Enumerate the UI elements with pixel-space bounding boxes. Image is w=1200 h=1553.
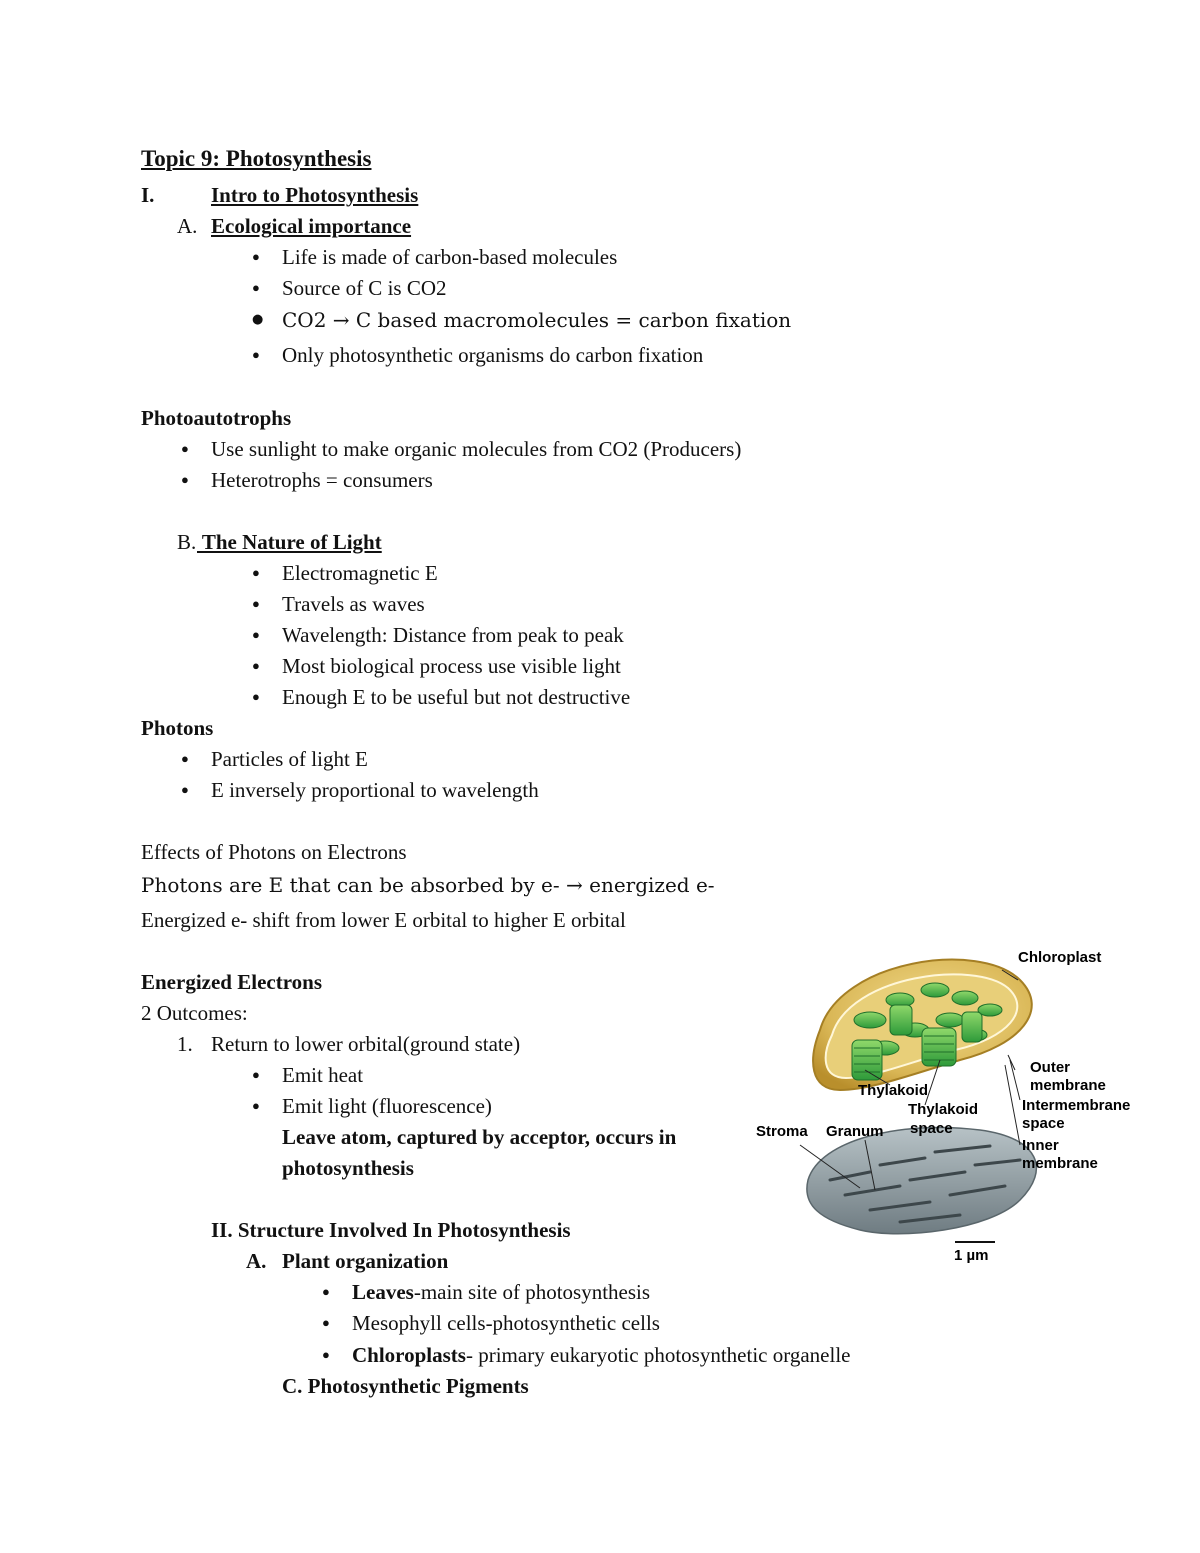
photons-heading: Photons [141, 716, 214, 740]
effects-line: Effects of Photons on Electrons [141, 840, 407, 864]
subsection-a-marker: A. [177, 214, 198, 238]
section-2-a-heading: Plant organization [282, 1249, 449, 1273]
list-item: ● Heterotrophs = consumers [211, 467, 433, 493]
label-chloroplast: Chloroplast [1018, 949, 1102, 966]
list-item [352, 1310, 660, 1336]
label-inner: membrane [1022, 1155, 1098, 1172]
label-granum: Granum [826, 1123, 884, 1140]
list-item: ● Particles of light E [211, 746, 368, 772]
term-description: Mesophyll cells-photosynthetic cells [352, 1311, 660, 1335]
section-2-heading: II. Structure Involved In Photosynthesis [211, 1218, 571, 1242]
bold-term: Leaves [352, 1280, 414, 1304]
label-intermembrane: Intermembrane [1022, 1097, 1131, 1114]
energized-heading: Energized Electrons [141, 970, 323, 994]
list-item: ● Life is made of carbon-based molecules [282, 244, 617, 270]
list-item: ● Enough E to be useful but not destructive [282, 684, 630, 710]
label-thylakoid-space: space [910, 1120, 953, 1137]
section-1-heading: Intro to Photosynthesis [211, 183, 419, 207]
list-item: ● Travels as waves [282, 591, 425, 617]
label-thylakoid-space: Thylakoid [908, 1101, 979, 1118]
photoautotrophs-heading: Photoautotrophs [141, 406, 292, 430]
chloroplast-figure [750, 940, 1160, 1270]
label-inner: Inner [1022, 1137, 1059, 1154]
list-item: ● Source of C is CO2 [282, 275, 447, 301]
chloroplast-illustration [813, 960, 1032, 1090]
list-item: ● Emit light (fluorescence) [282, 1093, 492, 1119]
list-item: ● Most biological process use visible light [282, 653, 621, 679]
outcome-1-marker: 1. [177, 1032, 193, 1056]
list-item: ● Emit heat [282, 1062, 363, 1088]
section-1-marker: I. [141, 183, 155, 207]
electron-micrograph [807, 1127, 1037, 1242]
section-2-c-heading: C. Photosynthetic Pigments [282, 1374, 529, 1398]
list-item: ● Wavelength: Distance from peak to peak [282, 622, 624, 648]
list-item [352, 1279, 650, 1305]
effects-line: Energized e- shift from lower E orbital to higher E orbital [141, 908, 626, 932]
label-thylakoid: Thylakoid [858, 1082, 929, 1099]
list-item: ● Electromagnetic E [282, 560, 438, 586]
effects-line: Photons are E that can be absorbed by e- → energized e- [141, 873, 715, 897]
term-description: - primary eukaryotic photosynthetic organelle [465, 1343, 851, 1367]
label-intermembrane: space [1022, 1115, 1065, 1132]
bold-note: Leave atom, captured by acceptor, occurs in [282, 1125, 677, 1149]
section-2-a-marker: A. [246, 1249, 267, 1273]
label-outer: membrane [1030, 1077, 1106, 1094]
list-item: ● Only photosynthetic organisms do carbon fixation [282, 342, 703, 368]
bold-note: photosynthesis [282, 1156, 414, 1180]
subsection-a-heading: Ecological importance [211, 214, 412, 238]
label-outer: Outer [1030, 1059, 1071, 1076]
outcome-1-text: Return to lower orbital(ground state) [211, 1032, 521, 1056]
label-stroma: Stroma [756, 1123, 808, 1140]
subsection-b-heading: The Nature of Light [197, 530, 382, 554]
list-item: ● CO2 → C based macromolecules = carbon fixation [282, 307, 791, 333]
label-scale: 1 µm [954, 1247, 989, 1264]
list-item: ● Use sunlight to make organic molecules from CO2 (Producers) [211, 436, 741, 462]
term-description: -main site of photosynthesis [413, 1280, 651, 1304]
bold-term: Chloroplasts [352, 1343, 466, 1367]
list-item [352, 1342, 850, 1368]
page-title: Topic 9: Photosynthesis [141, 146, 372, 171]
outcomes-label: 2 Outcomes: [141, 1001, 248, 1025]
list-item: ● E inversely proportional to wavelength [211, 777, 539, 803]
subsection-b-marker: B. [177, 530, 197, 554]
